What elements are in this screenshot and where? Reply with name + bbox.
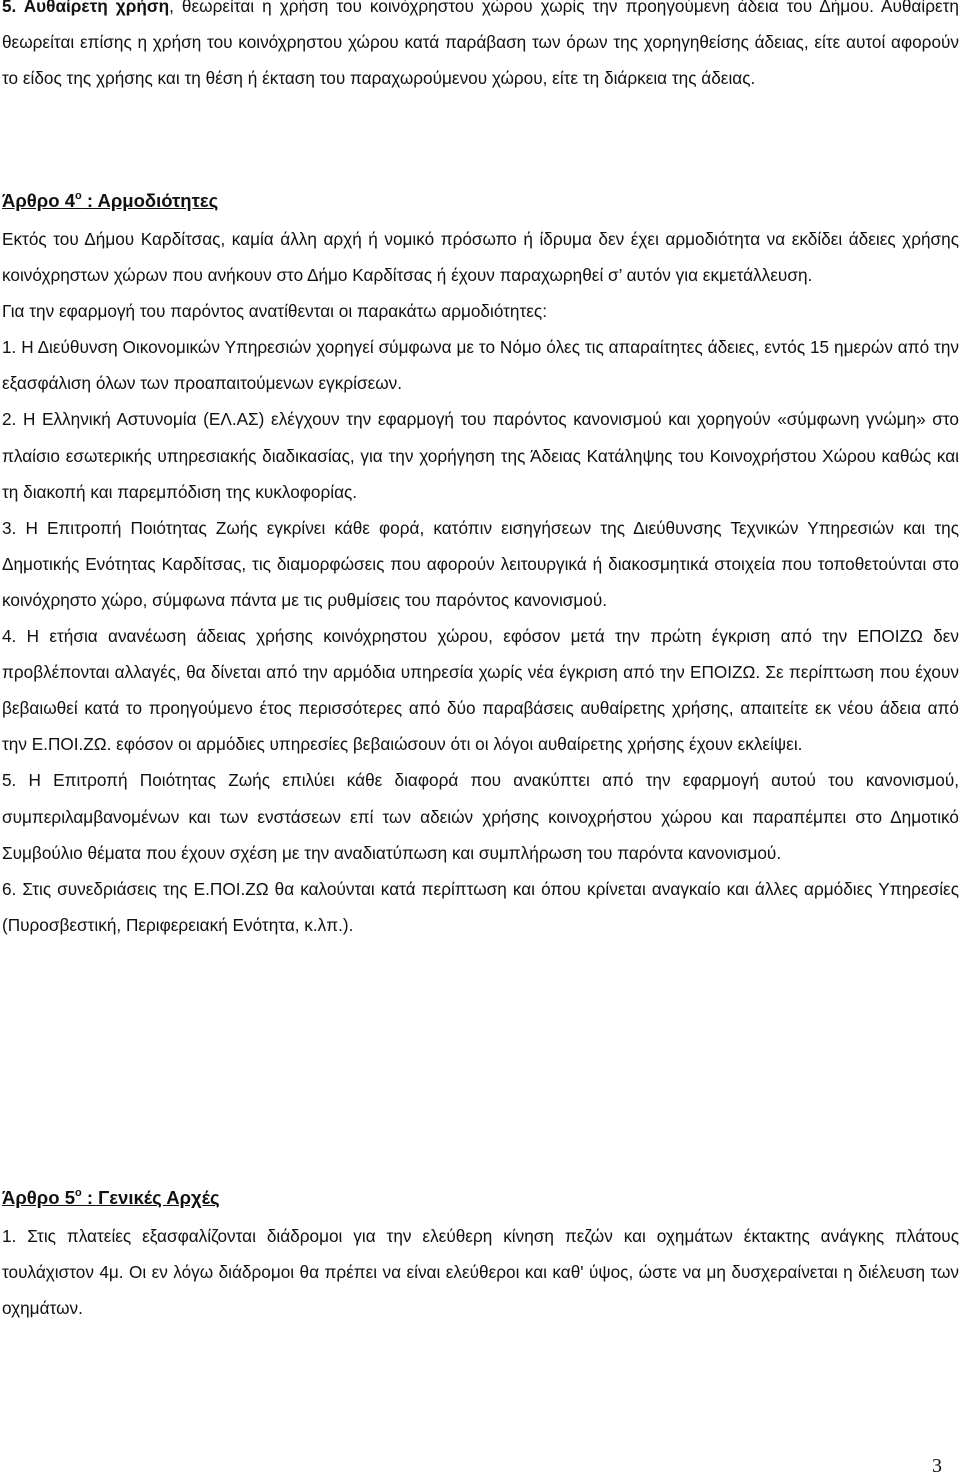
article-5-heading <box>2 1178 959 1218</box>
article-4-paragraph: Εκτός του Δήμου Καρδίτσας, καμία άλλη αρχή ή νομικό πρόσωπο ή ίδρυμα δεν έχει αρμοδιότητα να εκδίδει άδειες χρήσης κοινόχρηστων χώρων που ανήκουν στο Δήμο Καρδίτσας ή έχουν παραχωρηθεί σ’ αυτόν για εκμετάλλευση. <box>2 229 959 286</box>
article-4-paragraph: Για την εφαρμογή του παρόντος ανατίθενται οι παρακάτω αρμοδιότητες: <box>2 301 547 322</box>
intro-section <box>2 0 959 96</box>
article-4-item-2: 2. Η Ελληνική Αστυνομία (ΕΛ.ΑΣ) ελέγχουν την εφαρμογή του παρόντος κανονισμού και χορηγούν «σύμφωνη γνώμη» στο πλαίσιο εσωτερικής υπηρεσιακής διαδικασίας, για την χορήγηση της Άδειας Κατάληψης του Κοινοχρήστου Χώρου καθώς και τη διακοπή και παρεμπόδιση της κυκλοφορίας. <box>2 409 959 502</box>
article-4-heading <box>2 181 959 221</box>
article-5-item-1: 1. Στις πλατείες εξασφαλίζονται διάδρομοι για την ελεύθερη κίνηση πεζών και οχημάτων έκτακτης ανάγκης πλάτους τουλάχιστον 4μ. Οι εν λόγω διάδρομοι θα πρέπει να είναι ελεύθεροι και καθ' ύψος, ώστε να μη δυσχεραίνεται η διέλευση των οχημάτων. <box>2 1226 959 1319</box>
intro-lead-text: , θεωρείται η χρήση του κοινόχρηστου χώρου χωρίς την προηγούμενη άδεια του Δήμου. Αυθαίρετη θεωρείται επίσης η χρήση του κοινόχρηστου χώρου κατά παράβαση των όρων της χορηγηθείσης άδειας, είτε αυτοί αφορούν το είδος της χρήσης και τη θέση ή έκταση του παραχωρούμενου χώρου, είτε τη διάρκεια της άδειας. <box>2 0 959 89</box>
article-4-item-5: 5. Η Επιτροπή Ποιότητας Ζωής επιλύει κάθε διαφορά που ανακύπτει από την εφαρμογή αυτού του κανονισμού, συμπεριλαμβανομένων και των ενστάσεων επί των αδειών χρήσης κοινοχρήστου χώρου και παραπέμπει στο Δημοτικό Συμβούλιο θέματα που έχουν σχέση με την αναδιατύπωση και συμπλήρωση του παρόντα κανονισμού. <box>2 770 959 863</box>
intro-lead-bold: 5. Αυθαίρετη χρήση <box>2 0 170 16</box>
article-5-heading-prefix: Άρθρο 5 <box>2 1187 75 1208</box>
article-4-item-6: 6. Στις συνεδριάσεις της Ε.ΠΟΙ.ΖΩ θα καλούνται κατά περίπτωση και όπου κρίνεται αναγκαίο και άλλες αρμόδιες Υπηρεσίες (Πυροσβεστική, Περιφερειακή Ενότητα, κ.λπ.). <box>2 878 959 935</box>
article-4-section <box>2 181 959 943</box>
article-4-heading-sup: ο <box>74 190 82 202</box>
article-4-heading-prefix: Άρθρο 4 <box>2 190 75 211</box>
page-number: 3 <box>932 1455 942 1477</box>
article-4-item-4: 4. Η ετήσια ανανέωση άδειας χρήσης κοινόχρηστου χώρου, εφόσον μετά την πρώτη έγκριση από την ΕΠΟΙΖΩ δεν προβλέπονται αλλαγές, θα δίνεται από την αρμόδια υπηρεσία χωρίς νέα έγκριση από την ΕΠΟΙΖΩ. Σε περίπτωση που έχουν βεβαιωθεί κατά το προηγούμενο έτος περισσότερες από δύο παραβάσεις αυθαίρετης χρήσης, απαιτείτε εκ νέου άδεια από την Ε.ΠΟΙ.ΖΩ. εφόσον οι αρμόδιες υπηρεσίες βεβαιώσουν ότι οι λόγοι αυθαίρετης χρήσης έχουν εκλείψει. <box>2 626 959 755</box>
article-4-item-1: 1. Η Διεύθυνση Οικονομικών Υπηρεσιών χορηγεί σύμφωνα με το Νόμο όλες τις απαραίτητες άδειες, εντός 15 ημερών από την εξασφάλιση όλων των προαπαιτούμενων εγκρίσεων. <box>2 337 959 394</box>
article-5-heading-sup: ο <box>74 1187 82 1199</box>
intro-paragraph <box>2 0 959 96</box>
article-4-heading-suffix: : Αρμοδιότητες <box>81 190 219 211</box>
article-4-item-3: 3. Η Επιτροπή Ποιότητας Ζωής εγκρίνει κάθε φορά, κατόπιν εισηγήσεων της Διεύθυνσης Τεχνικών Υπηρεσιών και της Δημοτικής Ενότητας Καρδίτσας, τις διαμορφώσεις που αφορούν λειτουργικά ή διακοσμητικά στοιχεία που τοποθετούνται στο κοινόχρηστο χώρο, σύμφωνα πάντα με τις ρυθμίσεις του παρόντος κανονισμού. <box>2 517 959 610</box>
article-5-section <box>2 1178 959 1326</box>
article-5-heading-suffix: : Γενικές Αρχές <box>81 1187 220 1208</box>
